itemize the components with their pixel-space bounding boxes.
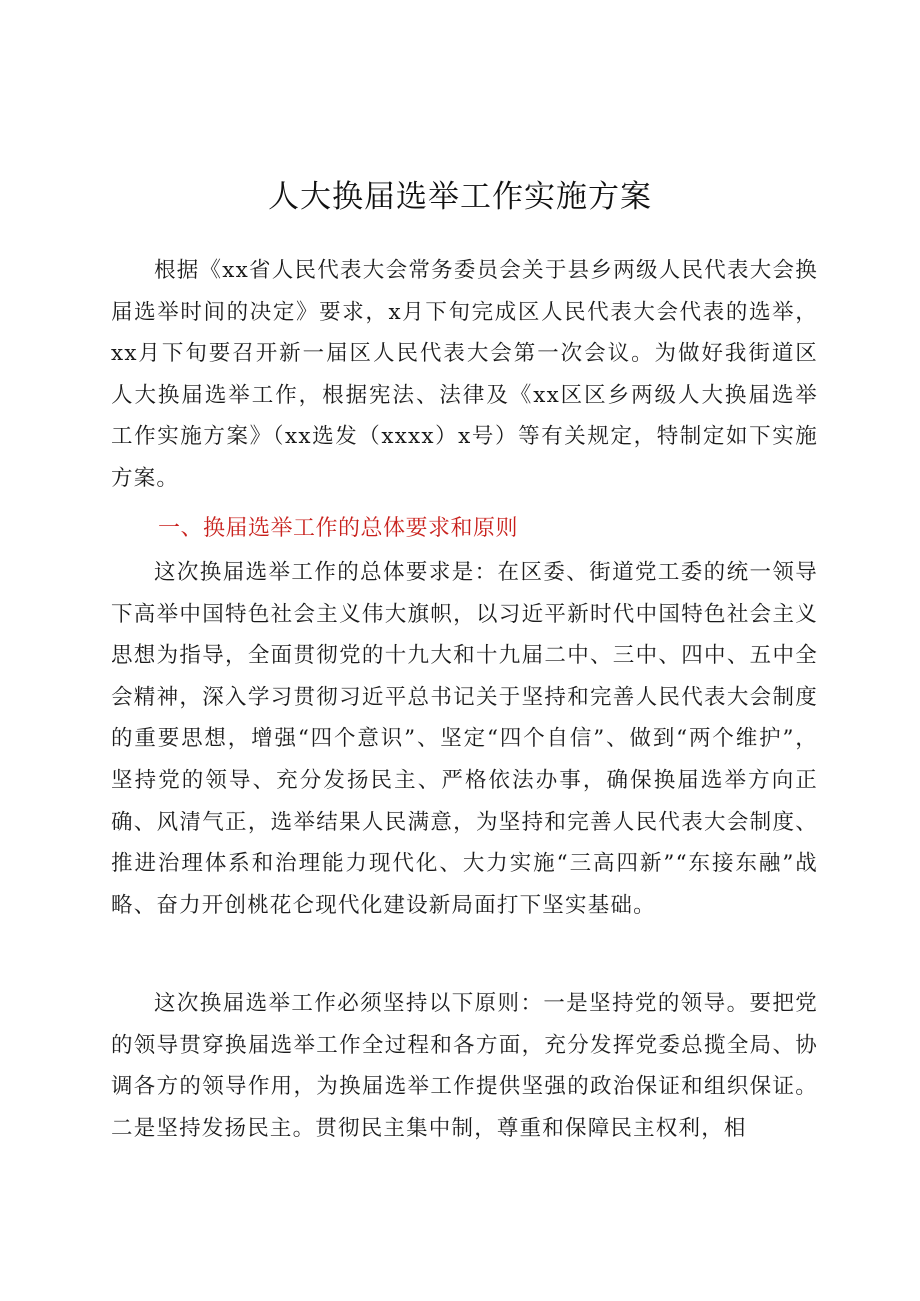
principles-paragraph-block [111, 983, 818, 1149]
requirements-paragraph: 这次换届选举工作的总体要求是：在区委、街道党工委的统一领导下高举中国特色社会主义伟大旗帜，以习近平新时代中国特色社会主义思想为指导，全面贯彻党的十九大和十九届二中、三中、四中、五中全会精神，深入学习贯彻习近平总书记关于坚持和完善人民代表大会制度的重要思想，增强“四个意识”、坚定“四个自信”、做到“两个维护”，坚持党的领导、充分发扬民主、严格依法办事，确保换届选举方向正确、风清气正，选举结果人民满意，为坚持和完善人民代表大会制度、推进治理体系和治理能力现代化、大力实施“三高四新”“东接东融”战略、奋力开创桃花仑现代化建设新局面打下坚实基础。 [111, 560, 818, 918]
document-title: 人大换届选举工作实施方案 [268, 179, 652, 215]
intro-paragraph-block [111, 250, 818, 500]
section-heading: 一、换届选举工作的总体要求和原则 [158, 516, 519, 541]
intro-paragraph: 根据《xx省人民代表大会常务委员会关于县乡两级人民代表大会换届选举时间的决定》要求，x月下旬完成区人民代表大会代表的选举，xx月下旬要召开新一届区人民代表大会第一次会议。为做好我街道区人大换届选举工作，根据宪法、法律及《xx区区乡两级人大换届选举工作实施方案》（xx选发（xxxx）x号）等有关规定，特制定如下实施方案。 [111, 258, 818, 491]
requirements-paragraph-block [111, 552, 818, 926]
principles-paragraph: 这次换届选举工作必须坚持以下原则：一是坚持党的领导。要把党的领导贯穿换届选举工作全过程和各方面，充分发挥党委总揽全局、协调各方的领导作用，为换届选举工作提供坚强的政治保证和组织保证。二是坚持发扬民主。贯彻民主集中制，尊重和保障民主权利，相 [111, 991, 818, 1141]
